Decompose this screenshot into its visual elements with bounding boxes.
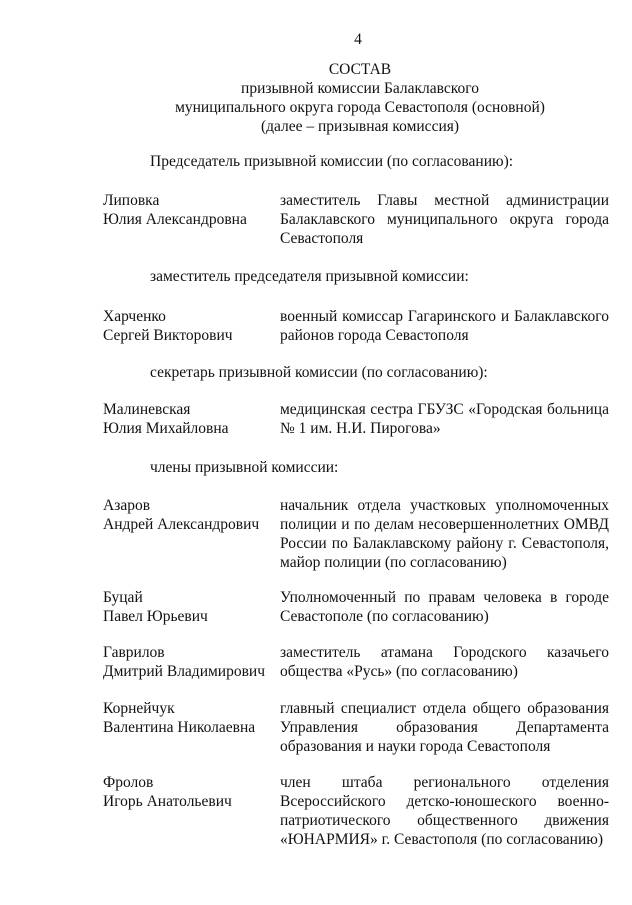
- heading-title: СОСТАВ: [328, 61, 392, 78]
- member-surname: Корнейчук: [103, 700, 175, 717]
- member-given-name: Андрей Александрович: [103, 516, 260, 533]
- member-role: заместитель Главы местной администрации Балаклавского муниципального округа города Севастополя: [280, 192, 609, 247]
- member-name: [103, 496, 283, 534]
- member-given-name: Дмитрий Владимирович: [103, 663, 266, 680]
- member-role: начальник отдела участковых уполномоченных полиции и по делам несовершеннолетних ОМВД России по Балаклавскому району г. Севастополя, майор полиции (по согласованию): [280, 497, 609, 571]
- member-role: медицинская сестра ГБУЗС «Городская больница № 1 им. Н.И. Пирогова»: [280, 401, 609, 437]
- member-surname: Гаврилов: [103, 644, 165, 661]
- member-name: [103, 400, 283, 438]
- member-surname: Азаров: [103, 497, 151, 514]
- section-members: члены призывной комиссии:: [150, 459, 339, 476]
- member-given-name: Игорь Анатольевич: [103, 793, 232, 810]
- section-chairman: Председатель призывной комиссии (по согласованию):: [150, 153, 514, 170]
- member-name: [103, 191, 283, 229]
- member-role: член штаба регионального отделения Всероссийского детско-юношеского военно-патриотического общественного движения «ЮНАРМИЯ» г. Севастополя (по согласованию): [280, 774, 609, 848]
- member-name: [103, 643, 283, 681]
- section-deputy: заместитель председателя призывной комиссии:: [150, 268, 469, 285]
- member-name: [103, 699, 283, 737]
- member-surname: Малиневская: [103, 401, 191, 418]
- member-surname: Фролов: [103, 774, 154, 791]
- member-given-name: Юлия Михайловна: [103, 420, 229, 437]
- heading-line-2: призывной комиссии Балаклавского: [241, 80, 479, 97]
- member-name: [103, 588, 283, 626]
- member-role: заместитель атамана Городского казачьего общества «Русь» (по согласованию): [280, 644, 609, 680]
- page-number: 4: [354, 31, 362, 48]
- heading-line-4: (далее – призывная комиссия): [260, 118, 460, 135]
- document-heading: [0, 60, 632, 136]
- member-role: главный специалист отдела общего образования Управления образования Департамента образования и науки города Севастополя: [280, 700, 609, 755]
- member-given-name: Валентина Николаевна: [103, 719, 256, 736]
- member-role: Уполномоченный по правам человека в городе Севастополе (по согласованию): [280, 589, 609, 625]
- member-name: [103, 773, 283, 811]
- member-surname: Липовка: [103, 192, 160, 209]
- member-given-name: Павел Юрьевич: [103, 608, 208, 625]
- member-given-name: Сергей Викторович: [103, 327, 233, 344]
- member-given-name: Юлия Александровна: [103, 211, 247, 228]
- section-secretary: секретарь призывной комиссии (по согласованию):: [150, 364, 488, 381]
- member-role: военный комиссар Гагаринского и Балаклавского районов города Севастополя: [280, 308, 609, 344]
- member-surname: Харченко: [103, 308, 166, 325]
- heading-line-3: муниципального округа города Севастополя (основной): [175, 99, 545, 116]
- member-name: [103, 307, 283, 345]
- member-surname: Буцай: [103, 589, 143, 606]
